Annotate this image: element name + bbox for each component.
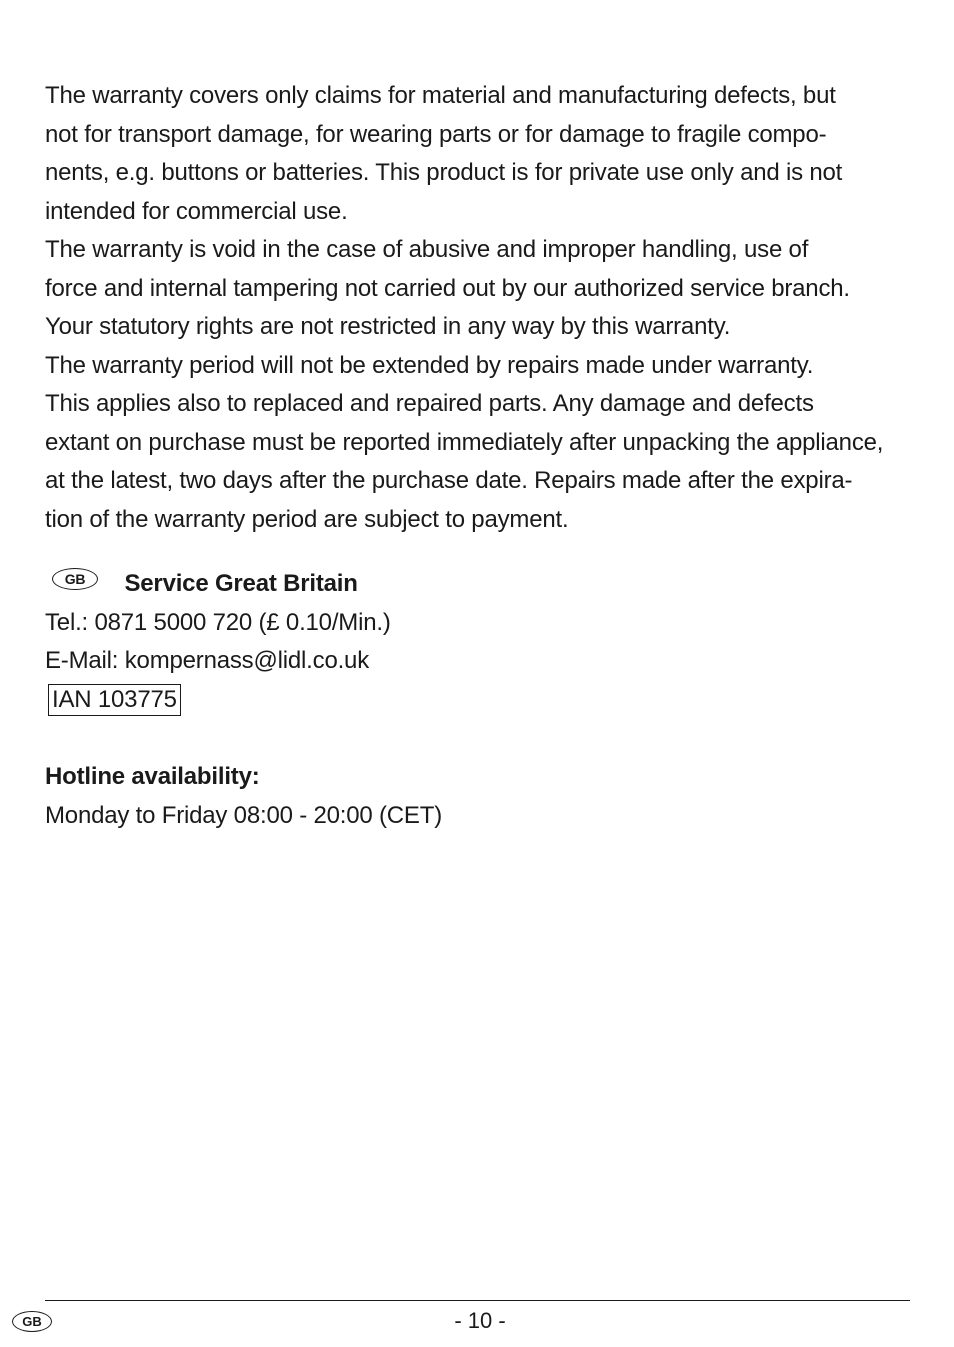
- service-heading-row: [45, 565, 745, 604]
- warranty-line: The warranty is void in the case of abusive and improper handling, use of: [45, 236, 809, 263]
- warranty-line: at the latest, two days after the purchase date. Repairs made after the expira-: [45, 467, 853, 494]
- warranty-line: tion of the warranty period are subject to payment.: [45, 505, 569, 533]
- hotline-title: Hotline availability:: [45, 763, 260, 790]
- hotline-hours: Monday to Friday 08:00 - 20:00 (CET): [45, 801, 442, 829]
- warranty-line: intended for commercial use.: [45, 197, 348, 225]
- warranty-line: The warranty period will not be extended by repairs made under warranty.: [45, 351, 814, 379]
- footer-gb-badge: GB: [12, 1311, 52, 1332]
- warranty-line: not for transport damage, for wearing parts or for damage to fragile compo-: [45, 120, 827, 148]
- service-email: E-Mail: kompernass@lidl.co.uk: [45, 647, 370, 674]
- warranty-line: The warranty covers only claims for material and manufacturing defects, but: [45, 82, 836, 109]
- hotline-block: [45, 758, 442, 835]
- warranty-line: nents, e.g. buttons or batteries. This product is for private use only and is not: [45, 159, 843, 186]
- warranty-line: This applies also to replaced and repaired parts. Any damage and defects: [45, 390, 814, 417]
- ian-number-box: IAN 103775: [48, 684, 181, 716]
- warranty-line: Your statutory rights are not restricted in any way by this warranty.: [45, 313, 731, 340]
- service-heading: Service Great Britain: [124, 570, 358, 597]
- page-number: - 10 -: [454, 1308, 506, 1333]
- warranty-text: [45, 77, 911, 539]
- footer-divider: [45, 1300, 910, 1301]
- warranty-line: force and internal tampering not carried out by our authorized service branch.: [45, 274, 850, 302]
- warranty-line: extant on purchase must be reported immediately after unpacking the appliance,: [45, 428, 884, 456]
- service-telephone: Tel.: 0871 5000 720 (£ 0.10/Min.): [45, 608, 391, 636]
- service-block: [45, 565, 745, 719]
- gb-country-badge: GB: [52, 568, 98, 590]
